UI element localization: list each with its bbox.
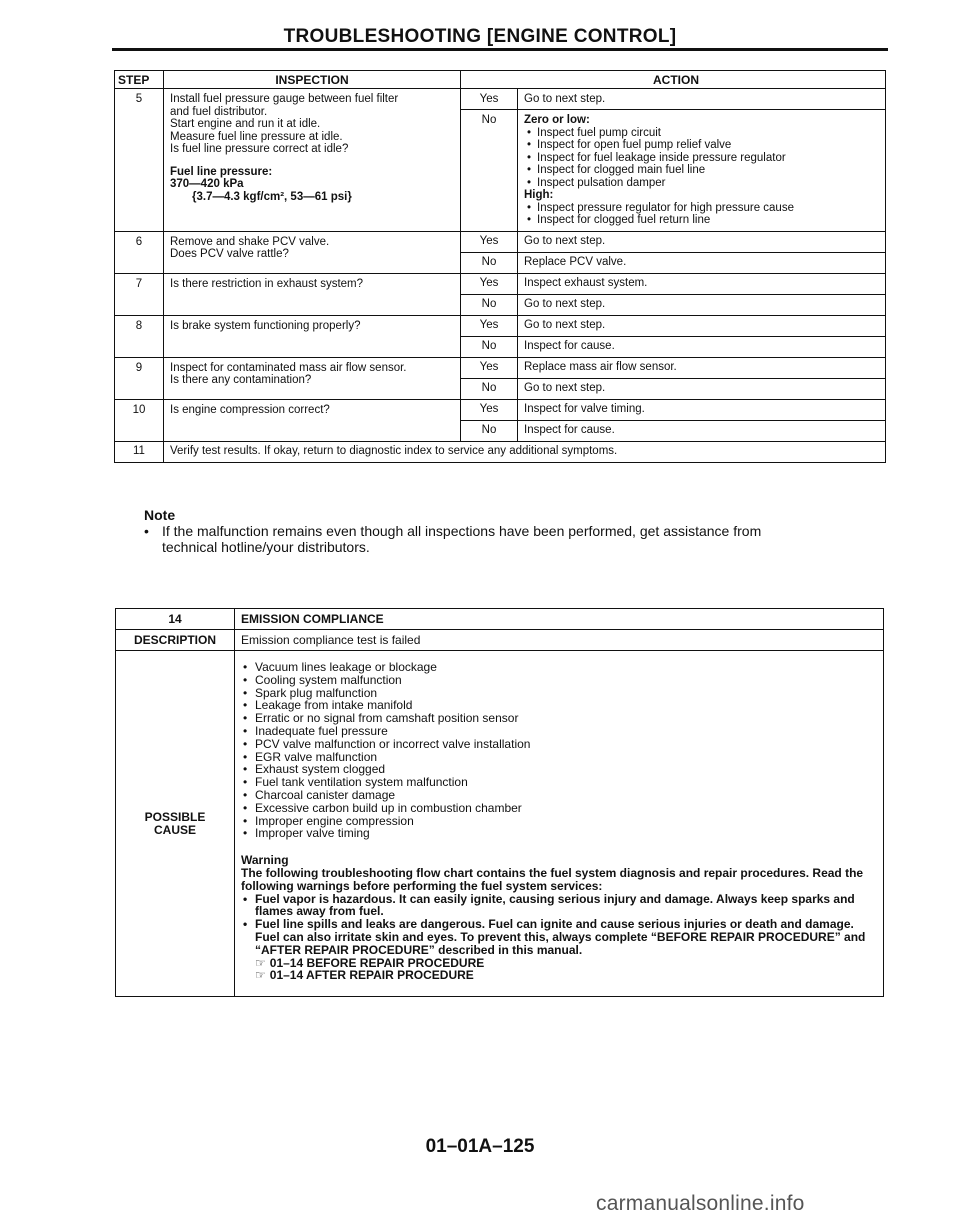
table-row: [116, 651, 884, 997]
step-number: 11: [115, 441, 164, 462]
action-text: Replace mass air flow sensor.: [518, 357, 886, 378]
inspection-text: Start engine and run it at idle.: [170, 118, 321, 130]
cause-label-line: POSSIBLE: [144, 809, 206, 824]
reference-pointer-icon: ☞: [255, 955, 266, 970]
no-label: No: [461, 336, 518, 357]
action-heading: High:: [524, 189, 554, 201]
inspection-text: Measure fuel line pressure at idle.: [170, 130, 343, 143]
action-list: [524, 127, 885, 190]
yes-label: Yes: [461, 273, 518, 294]
no-label: No: [461, 252, 518, 273]
action-text: Inspect for valve timing.: [518, 399, 886, 420]
yes-label: Yes: [461, 399, 518, 420]
list-item: • Improper engine compression: [241, 815, 883, 828]
inspection-cell: [164, 89, 461, 232]
inspection-cell: [164, 231, 461, 273]
list-item: • Erratic or no signal from camshaft position sensor: [241, 712, 883, 725]
warning-intro: The following troubleshooting flow chart contains the fuel system diagnosis and repair procedures. Read the following warnings before performing the fuel system services:: [241, 865, 864, 893]
list-item: • Exhaust system clogged: [241, 763, 883, 776]
table-row: [116, 630, 884, 651]
warning-block: [241, 854, 883, 996]
action-text: Go to next step.: [518, 89, 886, 110]
title-rule: [112, 48, 888, 51]
list-item: • Inspect for clogged main fuel line: [524, 164, 885, 177]
list-item: • Inadequate fuel pressure: [241, 725, 883, 738]
table-row: [115, 273, 886, 294]
list-item: • Cooling system malfunction: [241, 674, 883, 687]
yes-label: Yes: [461, 357, 518, 378]
action-text: Go to next step.: [518, 378, 886, 399]
reference-text: 01–14 AFTER REPAIR PROCEDURE: [269, 968, 474, 983]
no-label: No: [461, 378, 518, 399]
action-cell: [518, 110, 886, 232]
note-title: Note: [144, 507, 176, 523]
list-item: • Charcoal canister damage: [241, 789, 883, 802]
inspection-text: Is engine compression correct?: [164, 399, 461, 441]
action-text: Inspect for cause.: [518, 336, 886, 357]
inspection-text: Is there restriction in exhaust system?: [164, 273, 461, 315]
action-heading: Zero or low:: [524, 114, 590, 126]
page-title: TROUBLESHOOTING [ENGINE CONTROL]: [283, 26, 677, 47]
inspection-text: Remove and shake PCV valve.: [170, 235, 330, 248]
yes-label: Yes: [461, 315, 518, 336]
no-label: No: [461, 420, 518, 441]
action-text: Inspect for cause.: [518, 420, 886, 441]
table-row: [115, 315, 886, 336]
note-text: • If the malfunction remains even though all inspections have been performed, get assistance from: [144, 523, 844, 539]
list-item: • Fuel tank ventilation system malfunction: [241, 776, 883, 789]
table-row: [115, 357, 886, 378]
table-row: [115, 441, 886, 462]
column-header-step: STEP: [115, 71, 164, 89]
list-item: • Fuel vapor is hazardous. It can easily ignite, causing serious injury and damage. Always keep sparks and flames away from fuel.: [241, 893, 873, 919]
step-number: 9: [115, 357, 164, 399]
table-row: [115, 231, 886, 252]
final-step-text: Verify test results. If okay, return to diagnostic index to service any additional symptoms.: [170, 445, 618, 458]
yes-label: Yes: [461, 231, 518, 252]
list-item: • Inspect for fuel leakage inside pressure regulator: [524, 152, 885, 165]
column-header-action: ACTION: [461, 71, 886, 89]
action-text: Go to next step.: [518, 315, 886, 336]
list-item: • PCV valve malfunction or incorrect valve installation: [241, 738, 883, 751]
inspection-text: Inspect for contaminated mass air flow sensor.: [170, 361, 407, 374]
step-number: 10: [115, 399, 164, 441]
list-item: • Leakage from intake manifold: [241, 699, 883, 712]
action-text: Inspect exhaust system.: [518, 273, 886, 294]
reference-link[interactable]: [241, 969, 873, 982]
list-item: • Inspect pulsation damper: [524, 177, 885, 190]
list-item: • Inspect fuel pump circuit: [524, 127, 885, 140]
table-row: [115, 89, 886, 110]
emission-table: [115, 608, 884, 997]
inspection-text: Is there any contamination?: [170, 374, 312, 386]
inspection-text: Is fuel line pressure correct at idle?: [170, 143, 349, 155]
spec-block: [170, 166, 460, 204]
list-item: • Spark plug malfunction: [241, 687, 883, 700]
description-text: Emission compliance test is failed: [235, 630, 884, 651]
cause-label: [116, 651, 235, 997]
no-label: No: [461, 110, 518, 232]
action-text: Go to next step.: [518, 294, 886, 315]
spec-value-alt: {3.7—4.3 kgf/cm², 53—61 psi}: [192, 190, 352, 203]
step-number: 5: [115, 89, 164, 232]
watermark: carmanualsonline.info: [596, 1192, 805, 1215]
note-block: [144, 507, 844, 555]
inspection-text: Does PCV valve rattle?: [170, 248, 289, 260]
cause-cell: [235, 651, 884, 997]
list-item: • Vacuum lines leakage or blockage: [241, 661, 883, 674]
step-number: 6: [115, 231, 164, 273]
inspection-cell: [164, 357, 461, 399]
description-label: DESCRIPTION: [116, 630, 235, 651]
list-item: • Inspect for open fuel pump relief valve: [524, 139, 885, 152]
spec-label: Fuel line pressure:: [170, 165, 273, 178]
table-row: [116, 609, 884, 630]
action-text: Go to next step.: [518, 231, 886, 252]
step-number: 8: [115, 315, 164, 357]
column-header-inspection: INSPECTION: [164, 71, 461, 89]
note-text: technical hotline/your distributors.: [162, 539, 370, 555]
list-item: • Inspect for clogged fuel return line: [524, 214, 885, 227]
page-number: 01–01A–125: [425, 1136, 535, 1157]
action-list: [524, 202, 885, 227]
section-title: EMISSION COMPLIANCE: [235, 609, 884, 630]
spec-value: 370—420 kPa: [170, 178, 244, 190]
warning-list: [241, 893, 873, 957]
troubleshooting-table: [114, 70, 886, 463]
list-item: • Fuel line spills and leaks are dangerous. Fuel can ignite and cause serious injuries or death and damage. Fuel can also irritate skin and eyes. To prevent this, always complete “BEFORE REPAIR PROCEDURE” and “AFTER REPAIR PROCEDURE” described in this manual.: [241, 918, 873, 956]
list-item: • Improper valve timing: [241, 827, 883, 840]
inspection-text: Is brake system functioning properly?: [164, 315, 461, 357]
inspection-text: Install fuel pressure gauge between fuel filter: [170, 93, 399, 105]
reference-text: 01–14 BEFORE REPAIR PROCEDURE: [269, 955, 485, 970]
cause-label-line: CAUSE: [153, 822, 196, 837]
warning-title: Warning: [241, 853, 289, 868]
no-label: No: [461, 294, 518, 315]
list-item: • Inspect pressure regulator for high pressure cause: [524, 202, 885, 215]
yes-label: Yes: [461, 89, 518, 110]
section-number: 14: [116, 609, 235, 630]
list-item: • EGR valve malfunction: [241, 751, 883, 764]
list-item: • Excessive carbon build up in combustion chamber: [241, 802, 883, 815]
table-row: [115, 399, 886, 420]
reference-pointer-icon: ☞: [255, 968, 266, 983]
cause-list: [241, 651, 883, 840]
inspection-text: and fuel distributor.: [170, 105, 268, 118]
step-number: 7: [115, 273, 164, 315]
action-text: Replace PCV valve.: [518, 252, 886, 273]
table-header-row: [115, 71, 886, 89]
